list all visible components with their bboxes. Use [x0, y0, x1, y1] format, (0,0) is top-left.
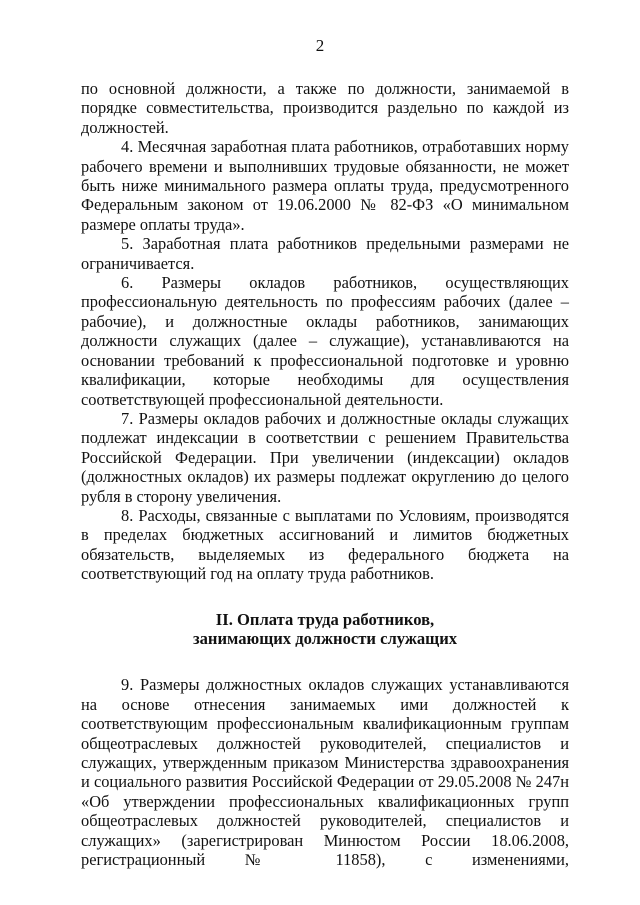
section-heading-line-1: II. Оплата труда работников, [215, 609, 435, 629]
paragraph-9: 9. Размеры должностных окладов служащих устанавливаются на основе отнесения занимаемых ими должностей к соответствующим профессиональным квалификационным группам общеотраслевых должностей руководителей, специалистов и служащих, утвержденным приказом Министерства здравоохранения и социального развития Российской Федерации от 29.05.2008 № 247н «Об утверждении профессиональных квалификационных групп общеотраслевых должностей руководителей, специалистов и служащих» (зарегистрирован Минюстом России 18.06.2008, регистрационный № 11858), с изменениями, [81, 675, 569, 870]
paragraph-5: 5. Заработная плата работников предельными размерами не ограничивается. [81, 234, 569, 273]
paragraph-4: 4. Месячная заработная плата работников, отработавших норму рабочего времени и выполнивших трудовые обязанности, не может быть ниже минимального размера оплаты труда, предусмотренного Федеральным законом от 19.06.2000 № 82-ФЗ «О минимальном размере оплаты труда». [81, 137, 569, 234]
page-number: 2 [315, 36, 325, 55]
document-body [81, 79, 569, 869]
paragraph-8: 8. Расходы, связанные с выплатами по Условиям, производятся в пределах бюджетных ассигнований и лимитов бюджетных обязательств, выделяемых из федерального бюджета на соответствующий год на оплату труда работников. [81, 505, 569, 584]
section-heading-line-2: занимающих должности служащих [192, 628, 458, 648]
paragraph-7: 7. Размеры окладов рабочих и должностные оклады служащих подлежат индексации в соответствии с решением Правительства Российской Федерации. При увеличении (индексации) окладов (должностных окладов) их размеры подлежат округлению до целого рубля в сторону увеличения. [81, 408, 569, 506]
section-heading [81, 610, 569, 649]
paragraph-6: 6. Размеры окладов работников, осуществляющих профессиональную деятельность по профессиям рабочих (далее – рабочие), и должностные оклады работников, занимающих должности служащих (далее – служащие), устанавливаются на основании требований к профессиональной подготовке и уровню квалификации, которые необходимы для осуществления соответствующей профессиональной деятельности. [81, 273, 569, 409]
paragraph-continuation: по основной должности, а также по должности, занимаемой в порядке совместительства, производится раздельно по каждой из должностей. [81, 79, 569, 137]
